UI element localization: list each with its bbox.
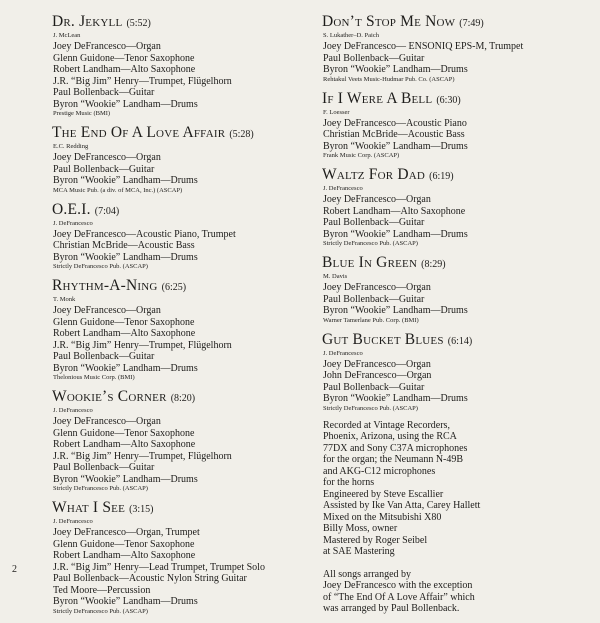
musician-line: Glenn Guidone—Tenor Saxophone	[53, 316, 195, 328]
musician-line: Joey DeFrancesco—Organ	[53, 305, 161, 316]
track-title: Waltz For Dad	[322, 166, 426, 183]
track-title: The End Of A Love Affair	[52, 124, 226, 141]
track-title: Wookie’s Corner	[52, 388, 167, 405]
track-entry	[322, 91, 584, 161]
musician-line: Byron “Wookie” Landham—Drums	[323, 393, 468, 404]
musician-line: Joey DeFrancesco—Organ, Trumpet	[53, 527, 200, 538]
credit-line: and AKG-C12 microphones	[323, 465, 436, 477]
publisher-line: Thelonious Music Corp. (BMI)	[53, 374, 135, 381]
credit-line: at SAE Mastering	[323, 546, 395, 557]
musician-line: Byron “Wookie” Landham—Drums	[323, 64, 468, 75]
track-heading	[52, 500, 314, 518]
composer-credit: F. Loesser	[323, 108, 350, 116]
arrangement-line: Joey DeFrancesco with the exception	[323, 580, 473, 591]
musician-line: Paul Bollenback—Guitar	[53, 163, 155, 175]
credit-line: Engineered by Steve Escallier	[323, 488, 444, 500]
musician-line: J.R. “Big Jim” Henry—Trumpet, Flügelhorn	[53, 75, 232, 87]
credit-line: for the horns	[323, 477, 375, 488]
musician-line: Joey DeFrancesco—Acoustic Piano	[323, 117, 467, 129]
musician-line: Byron “Wookie” Landham—Drums	[53, 251, 198, 263]
credit-line: Phoenix, Arizona, using the RCA	[323, 431, 457, 442]
track-heading	[322, 332, 584, 350]
musician-line: Byron “Wookie” Landham—Drums	[53, 362, 198, 374]
track-entry	[322, 167, 584, 248]
composer-credit: J. McLean	[53, 32, 81, 39]
musician-line: J.R. “Big Jim” Henry—Trumpet, Flügelhorn	[53, 450, 232, 462]
publisher-line: Strictly DeFrancesco Pub. (ASCAP)	[53, 607, 148, 615]
track-heading	[52, 14, 314, 32]
track-title: Rhythm-A-Ning	[52, 277, 158, 294]
right-column	[322, 14, 584, 615]
track-entry	[322, 332, 584, 413]
composer-credit: E.C. Redding	[53, 143, 89, 150]
composer-credit: S. Lukather–D. Paich	[323, 32, 379, 39]
credit-spacer	[322, 558, 584, 569]
track-title: Don’t Stop Me Now	[322, 13, 456, 30]
musician-line: J.R. “Big Jim” Henry—Trumpet, Flügelhorn	[53, 339, 232, 351]
track-duration: (5:52)	[126, 18, 151, 29]
musician-line: Paul Bollenback—Guitar	[53, 351, 155, 362]
track-duration: (6:25)	[161, 282, 187, 293]
musician-line: Paul Bollenback—Guitar	[323, 381, 425, 393]
right-track-list	[322, 14, 584, 413]
track-heading	[52, 389, 314, 407]
track-entry	[52, 278, 314, 382]
publisher-line: Strictly DeFrancesco Pub. (ASCAP)	[323, 240, 418, 247]
composer-credit: J. DeFrancesco	[53, 407, 93, 414]
musician-line: J.R. “Big Jim” Henry—Lead Trumpet, Trumpet Solo	[53, 561, 265, 573]
musician-line: Robert Landham—Alto Saxophone	[53, 328, 196, 339]
track-heading	[322, 14, 584, 32]
musician-line: Paul Bollenback—Acoustic Nylon String Guitar	[53, 573, 247, 584]
musician-line: Ted Moore—Percussion	[53, 584, 151, 596]
track-title: O.E.I.	[52, 200, 91, 218]
track-duration: (8:20)	[170, 393, 196, 404]
musician-line: Joey DeFrancesco—Organ	[53, 41, 161, 52]
track-heading	[52, 278, 314, 296]
musician-line: Joey DeFrancesco—Organ	[53, 416, 161, 427]
musician-line: Joey DeFrancesco—Organ	[53, 152, 161, 163]
musician-line: Byron “Wookie” Landham—Drums	[323, 305, 468, 316]
musician-line: Byron “Wookie” Landham—Drums	[323, 140, 468, 152]
musician-line: Byron “Wookie” Landham—Drums	[53, 596, 198, 607]
track-entry	[52, 202, 314, 272]
composer-credit: J. DeFrancesco	[53, 518, 93, 525]
musician-line: Glenn Guidone—Tenor Saxophone	[53, 52, 195, 64]
track-heading	[322, 91, 584, 109]
musician-line: Joey DeFrancesco—Organ	[323, 282, 431, 293]
musician-line: Robert Landham—Alto Saxophone	[323, 205, 466, 217]
composer-credit: J. DeFrancesco	[323, 349, 363, 357]
publisher-line: MCA Music Pub. (a div. of MCA, Inc.) (ASCAP)	[53, 186, 183, 194]
track-duration: (6:14)	[447, 335, 473, 347]
track-duration: (3:15)	[129, 504, 154, 515]
track-entry	[322, 255, 584, 325]
musician-line: John DeFrancesco—Organ	[323, 370, 432, 381]
track-heading	[322, 255, 584, 273]
credit-line: Billy Moss, owner	[323, 523, 398, 534]
track-entry	[52, 389, 314, 493]
credit-line: 77DX and Sony C37A microphones	[323, 442, 468, 454]
arrangement-line: All songs arranged by	[323, 568, 412, 580]
credit-line: Mastered by Roger Seibel	[323, 534, 428, 546]
musician-line: Christian McBride—Acoustic Bass	[323, 129, 465, 140]
credit-line: Recorded at Vintage Recorders,	[323, 419, 450, 431]
musician-line: Paul Bollenback—Guitar	[53, 462, 155, 473]
arrangement-line: of “The End Of A Love Affair” which	[323, 591, 475, 603]
track-duration: (7:04)	[94, 205, 120, 217]
track-title: Blue In Green	[322, 254, 418, 271]
track-entry	[322, 14, 584, 84]
track-duration: (6:30)	[436, 94, 461, 106]
composer-credit: J. DeFrancesco	[53, 219, 93, 227]
credit-line: Assisted by Ike Van Atta, Carey Hallett	[323, 500, 481, 511]
track-title: Dr. Jekyll	[52, 13, 123, 30]
musician-line: Byron “Wookie” Landham—Drums	[323, 228, 468, 240]
track-title: Gut Bucket Blues	[322, 330, 444, 348]
track-entry	[52, 500, 314, 616]
publisher-line: Prestige Music (BMI)	[53, 110, 111, 117]
credit-line: for the organ; the Neumann N-49B	[323, 454, 464, 465]
composer-credit: M. Davis	[323, 273, 348, 280]
musician-line: Paul Bollenback—Guitar	[323, 52, 425, 64]
track-entry	[52, 125, 314, 195]
composer-credit: J. DeFrancesco	[323, 185, 363, 192]
credit-line: Mixed on the Mitsubishi X80	[323, 511, 442, 523]
musician-line: Byron “Wookie” Landham—Drums	[53, 175, 198, 186]
musician-line: Christian McBride—Acoustic Bass	[53, 240, 195, 251]
publisher-line: Strictly DeFrancesco Pub. (ASCAP)	[53, 263, 148, 270]
production-credits	[322, 420, 584, 615]
publisher-line: Rehtakul Veets Music-Hudmar Pub. Co. (ASCAP)	[323, 75, 455, 83]
arrangement-line: was arranged by Paul Bollenback.	[323, 603, 460, 614]
page-number: 2	[12, 564, 17, 575]
track-title: What I See	[52, 499, 125, 516]
publisher-line: Warner Tamerlane Pub. Corp. (BMI)	[323, 316, 419, 324]
track-duration: (6:19)	[429, 171, 454, 182]
track-duration: (8:29)	[421, 259, 446, 270]
publisher-line: Strictly DeFrancesco Pub. (ASCAP)	[53, 485, 148, 492]
track-heading	[52, 202, 314, 220]
musician-line: Robert Landham—Alto Saxophone	[53, 64, 196, 75]
track-heading	[322, 167, 584, 185]
musician-line: Joey DeFrancesco— ENSONIQ EPS-M, Trumpet	[323, 41, 524, 52]
musician-line: Paul Bollenback—Guitar	[323, 217, 425, 228]
musician-line: Glenn Guidone—Tenor Saxophone	[53, 427, 195, 439]
musician-line: Robert Landham—Alto Saxophone	[53, 550, 196, 561]
publisher-line: Frank Music Corp. (ASCAP)	[323, 152, 400, 159]
track-title: If I Were A Bell	[322, 89, 433, 107]
left-column	[52, 14, 314, 623]
musician-line: Joey DeFrancesco—Organ	[323, 358, 431, 370]
track-duration: (7:49)	[459, 18, 484, 29]
musician-line: Glenn Guidone—Tenor Saxophone	[53, 538, 195, 550]
musician-line: Joey DeFrancesco—Acoustic Piano, Trumpet	[53, 228, 236, 240]
composer-credit: T. Monk	[53, 296, 76, 303]
track-entry	[52, 14, 314, 118]
track-duration: (5:28)	[229, 129, 254, 140]
musician-line: Byron “Wookie” Landham—Drums	[53, 98, 198, 110]
musician-line: Paul Bollenback—Guitar	[53, 87, 155, 98]
musician-line: Paul Bollenback—Guitar	[323, 293, 425, 305]
track-heading	[52, 125, 314, 143]
publisher-line: Strictly DeFrancesco Pub. (ASCAP)	[323, 404, 418, 412]
musician-line: Byron “Wookie” Landham—Drums	[53, 473, 198, 485]
musician-line: Joey DeFrancesco—Organ	[323, 194, 431, 205]
musician-line: Robert Landham—Alto Saxophone	[53, 439, 196, 450]
